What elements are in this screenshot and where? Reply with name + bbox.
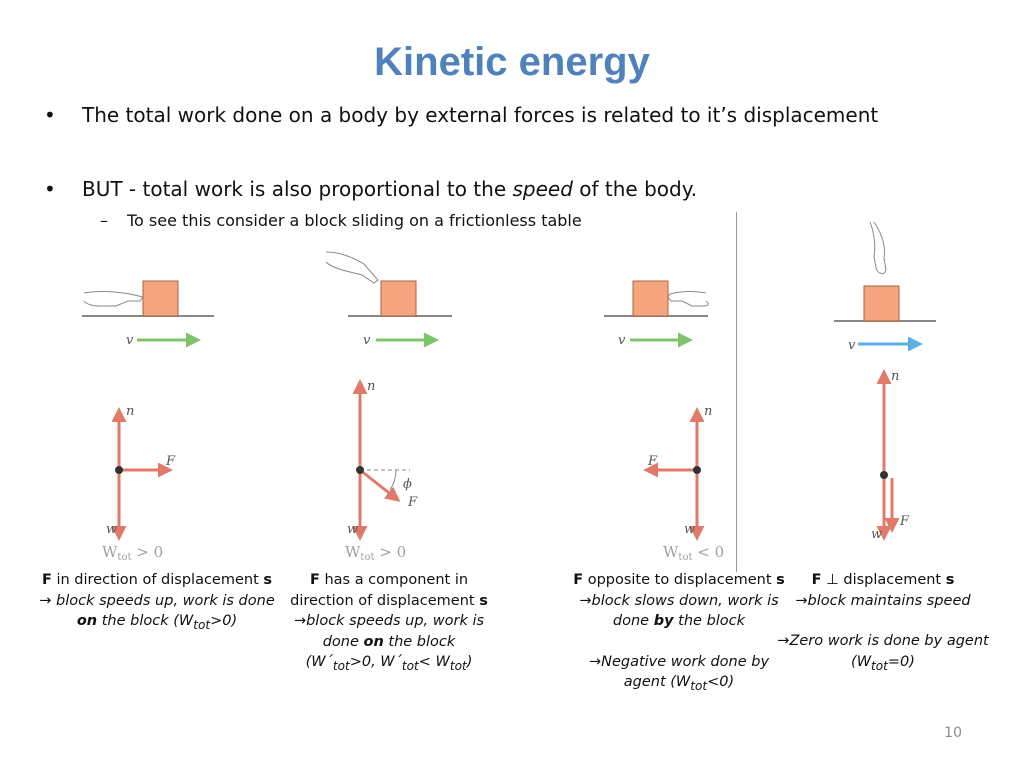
slide-title: Kinetic energy	[374, 40, 650, 84]
caption-1: F in direction of displacement s → block speeds up, work is done on the block $(W_{tot}>0)$	[39, 572, 275, 632]
caption-3: F opposite to displacement s →block slows down, work is done by the block →Negative work done by agent $(W_{tot}<0)$	[573, 572, 785, 693]
body-point	[115, 466, 123, 474]
n-label: n	[704, 404, 713, 419]
scene-4	[834, 222, 936, 542]
scene-2	[326, 252, 452, 563]
page-number: 10	[944, 725, 962, 741]
F-label: F	[900, 514, 910, 529]
w-label: w	[684, 522, 696, 537]
velocity-label: v	[848, 338, 856, 353]
w-label: w	[347, 522, 359, 537]
hand-icon	[326, 252, 378, 283]
velocity-label: v	[363, 333, 371, 348]
bullet-text-pre: BUT - total work is also proportional to the	[82, 177, 513, 201]
hand-icon	[84, 291, 143, 306]
n-label: n	[126, 404, 135, 419]
bullet-text: The total work done on a body by external forces is related to it’s displacement	[82, 103, 879, 127]
body-point	[693, 466, 701, 474]
scene-1	[82, 281, 214, 563]
wtot-label: $W_{tot} > 0$	[345, 543, 407, 563]
F-label: F	[408, 495, 418, 510]
bullet-marker: •	[44, 103, 56, 127]
sub-bullet-text: To see this consider a block sliding on a frictionless table	[127, 211, 582, 230]
caption-2: F has a component in direction of displacement s →block speeds up, work is done on the block ($W´_{tot}>0$, $W´_{tot}< W_{tot}$)	[290, 572, 488, 673]
phi-label: ϕ	[403, 477, 412, 492]
n-label: n	[367, 379, 376, 394]
bullet-text-emphasis: speed	[512, 177, 573, 201]
bullet-marker: •	[44, 177, 56, 201]
block	[381, 281, 416, 316]
wtot-label: $W_{tot} < 0$	[663, 543, 725, 563]
block	[633, 281, 668, 316]
w-label: w	[106, 522, 118, 537]
caption-4: F ⊥ displacement s →block maintains speed →Zero work is done by agent $(W_{tot}=0)$	[777, 572, 989, 673]
scene-3	[604, 281, 724, 563]
block	[143, 281, 178, 316]
F-label: F	[166, 454, 176, 469]
block	[864, 286, 899, 321]
hand-icon	[668, 291, 708, 306]
body-point	[356, 466, 364, 474]
velocity-label: v	[126, 333, 134, 348]
angle-arc	[390, 470, 396, 490]
F-label: F	[648, 454, 658, 469]
n-label: n	[891, 369, 900, 384]
hand-icon	[870, 222, 886, 274]
wtot-label: $W_{tot} > 0$	[102, 543, 164, 563]
velocity-label: v	[618, 333, 626, 348]
sub-bullet-marker: –	[100, 211, 108, 230]
bullet-text-post: of the body.	[572, 177, 698, 201]
w-label: w	[871, 527, 883, 542]
body-point	[880, 471, 888, 479]
